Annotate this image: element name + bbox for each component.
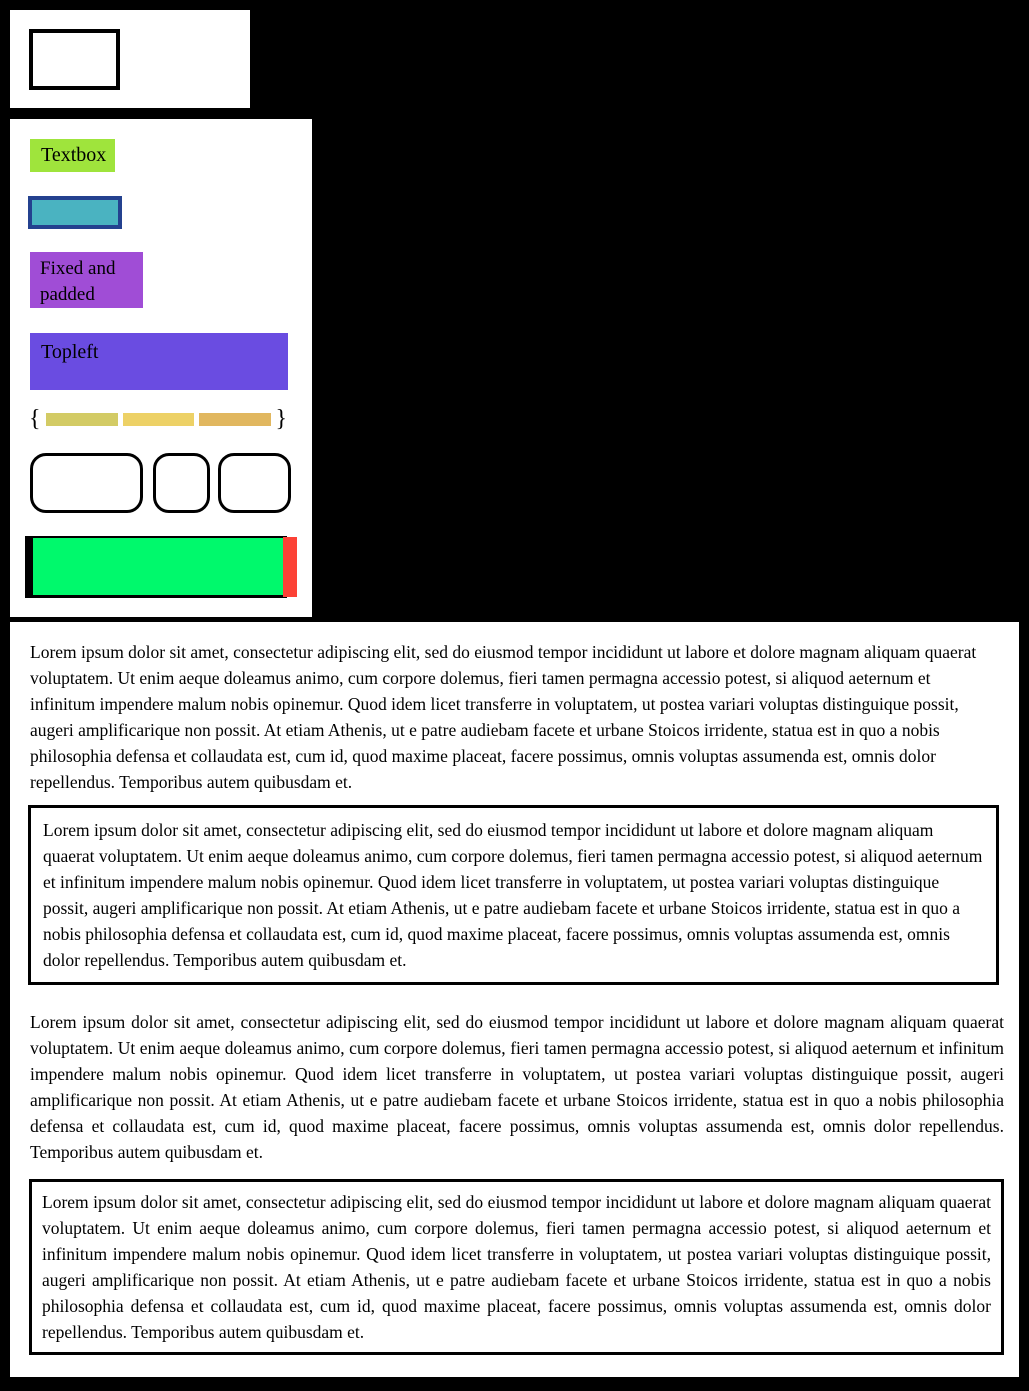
document-panel — [10, 622, 1019, 1377]
progress-fill — [33, 538, 283, 595]
progress-overflow — [283, 537, 297, 597]
brace-open: { — [29, 406, 41, 432]
brace-close: } — [275, 406, 288, 432]
fixed-padded-box: Fixed and padded — [30, 252, 143, 308]
rounded-button-2[interactable] — [153, 453, 210, 513]
topleft-box: Topleft — [30, 333, 288, 390]
text-input[interactable] — [28, 196, 122, 229]
rounded-button-3[interactable] — [218, 453, 291, 513]
rounded-button-1[interactable] — [30, 453, 143, 513]
widget-panel — [10, 119, 312, 617]
bar-segment-1 — [46, 413, 118, 426]
paragraph-justified: Lorem ipsum dolor sit amet, consectetur adipiscing elit, sed do eiusmod tempor incididunt ut labore et dolore magnam aliquam quaerat voluptatem. Ut enim aeque doleamus animo, cum corpore dolemus, fieri tamen permagna accessio potest, si aliquod aeternum et infinitum impendere malum nobis opinemur. Quod idem licet transferre in voluptatem, ut postea variari voluptas distinguique possit, augeri amplificarique non possit. At etiam Athenis, ut e patre audiebam facete et urbane Stoicos irridente, statua est in quo a nobis philosophia defensa et collaudata est, cum id, quod maxime placeat, facere possimus, omnis voluptas assumenda est, omnis dolor repellendus. Temporibus autem quibusdam et. — [30, 1012, 1004, 1162]
canvas-panel-top — [10, 10, 250, 108]
paragraph-boxed-justified: Lorem ipsum dolor sit amet, consectetur adipiscing elit, sed do eiusmod tempor incididunt ut labore et dolore magnam aliquam quaerat voluptatem. Ut enim aeque doleamus animo, cum corpore dolemus, fieri tamen permagna accessio potest, si aliquod aeternum et infinitum impendere malum nobis opinemur. Quod idem licet transferre in voluptatem, ut postea variari voluptas distinguique possit, augeri amplificarique non possit. At etiam Athenis, ut e patre audiebam facete et urbane Stoicos irridente, statua est in quo a nobis philosophia defensa et collaudata est, cum id, quod maxime placeat, facere possimus, omnis voluptas assumenda est, omnis dolor repellendus. Temporibus autem quibusdam et. — [29, 1179, 1004, 1355]
brace-group — [29, 404, 287, 434]
bar-segment-3 — [199, 413, 271, 426]
paragraph-boxed: Lorem ipsum dolor sit amet, consectetur adipiscing elit, sed do eiusmod tempor incididunt ut labore et dolore magnam aliquam quaerat voluptatem. Ut enim aeque doleamus animo, cum corpore dolemus, fieri tamen permagna accessio potest, si aliquod aeternum et infinitum impendere malum nobis opinemur. Quod idem licet transferre in voluptatem, ut postea variari voluptas distinguique possit, augeri amplificarique non possit. At etiam Athenis, ut e patre audiebam facete et urbane Stoicos irridente, statua est in quo a nobis philosophia defensa et collaudata est, cum id, quod maxime placeat, facere possimus, omnis voluptas assumenda est, omnis dolor repellendus. Temporibus autem quibusdam et. — [28, 805, 999, 985]
bar-segment-2 — [123, 413, 194, 426]
paragraph-plain: Lorem ipsum dolor sit amet, consectetur adipiscing elit, sed do eiusmod tempor incididunt ut labore et dolore magnam aliquam quaerat voluptatem. Ut enim aeque doleamus animo, cum corpore dolemus, fieri tamen permagna accessio potest, si aliquod aeternum et infinitum impendere malum nobis opinemur. Quod idem licet transferre in voluptatem, ut postea variari voluptas distinguique possit, augeri amplificarique non possit. At etiam Athenis, ut e patre audiebam facete et urbane Stoicos irridente, statua est in quo a nobis philosophia defensa et collaudata est, cum id, quod maxime placeat, facere possimus, omnis voluptas assumenda est, omnis dolor repellendus. Temporibus autem quibusdam et. — [30, 642, 977, 792]
textbox-label: Textbox — [30, 139, 115, 172]
outlined-box — [29, 29, 120, 90]
